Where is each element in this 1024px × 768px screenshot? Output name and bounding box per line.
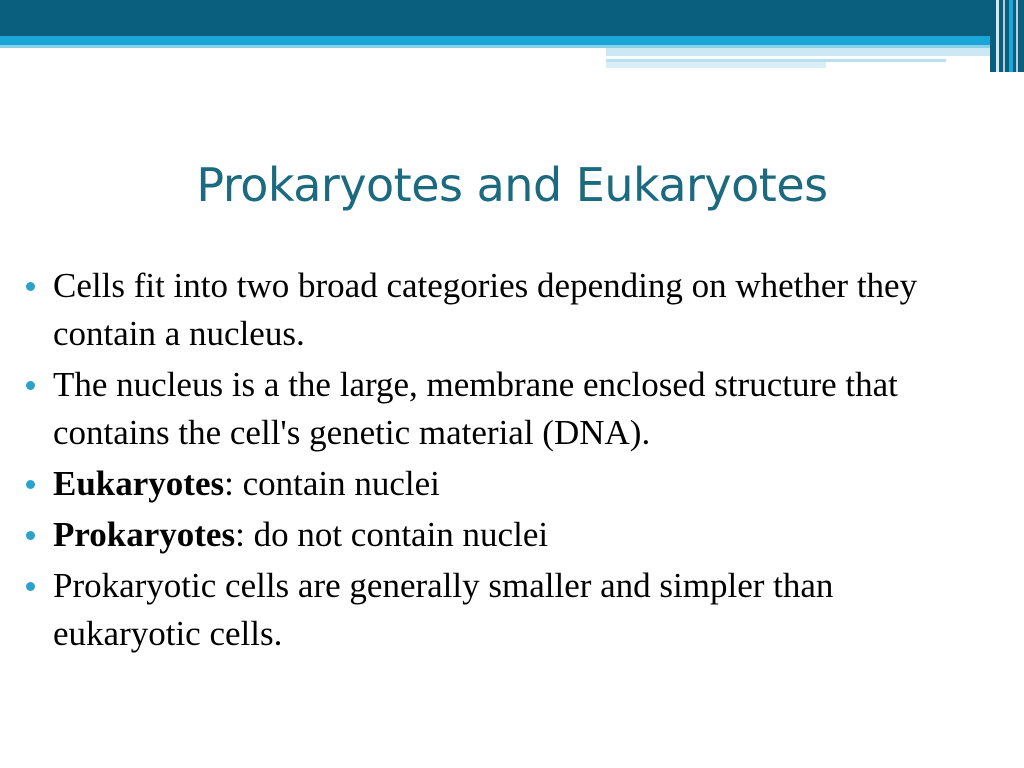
bullet-dot-icon [26,582,35,591]
bullet-dot-icon [26,531,35,540]
bullet-text: Prokaryotic cells are generally smaller and simpler than eukaryotic cells. [53,566,834,653]
bullet-definition: : do not contain nuclei [235,515,549,554]
bullet-dot-icon [26,480,35,489]
bullet-text: The nucleus is a the large, membrane enclosed structure that contains the cell's genetic material (DNA). [53,365,898,452]
slide-title: Prokaryotes and Eukaryotes [196,158,828,212]
header-banner [0,0,1024,72]
bullet-item [22,562,982,658]
bullet-term: Prokaryotes [53,515,236,554]
bullet-dot-icon [26,381,35,390]
bullet-definition: : contain nuclei [224,464,440,503]
bullet-term: Eukaryotes [53,464,225,503]
bullet-list [22,262,982,661]
bullet-text: Cells fit into two broad categories depending on whether they contain a nucleus. [53,266,918,353]
bullet-item [22,262,982,358]
bullet-dot-icon [26,282,35,291]
bullet-item [22,511,982,559]
bullet-item [22,361,982,457]
bullet-item [22,460,982,508]
